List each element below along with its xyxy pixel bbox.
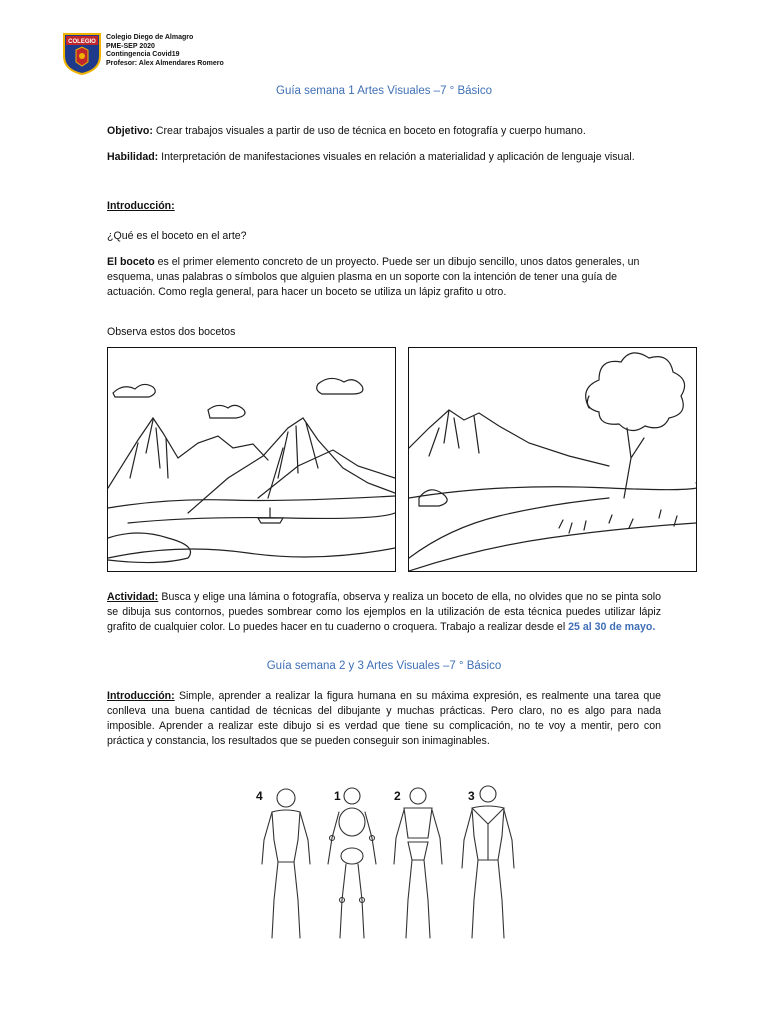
school-name: Colegio Diego de Almagro (106, 34, 194, 41)
figure-number-4: 4 (256, 789, 263, 803)
mountain-lake-sketch (107, 347, 396, 572)
crest-text: COLEGIO (68, 39, 96, 45)
figure-number-1: 1 (334, 789, 341, 803)
objective-label: Objetivo: (107, 125, 153, 137)
observe-caption: Observa estos dos bocetos (107, 326, 236, 338)
sketch-question: ¿Qué es el boceto en el arte? (107, 230, 247, 242)
definition-label: El boceto (107, 256, 155, 268)
activity-dates: 25 al 30 de mayo. (568, 621, 656, 633)
activity-label: Actividad: (107, 591, 159, 603)
skill-paragraph (107, 150, 661, 165)
definition-text: es el primer elemento concreto de un proyecto. Puede ser un dibujo sencillo, unos datos generales, un esquema, unas palabras o símbolos que alguien plasma en un soporte con la intención de tener una guía de actuación. Como regla general, para hacer un boceto se utiliza un lápiz grafito u otro. (107, 256, 640, 298)
definition-paragraph (107, 255, 661, 300)
figure-intro-text: Simple, aprender a realizar la figura humana en su máxima expresión, es realmente una tarea que conlleva una buena cantidad de técnicas del dibujante y muchas prácticas. Pero claro, no es algo para nada imposible. Aprender a realizar este dibujo si es verdad que tiene su complicación, no te voy a mentir, pero con práctica y constancia, los resultados que se pueden conseguir son inimaginables. (107, 690, 661, 747)
figure-intro-paragraph (107, 689, 661, 749)
activity-text: Busca y elige una lámina o fotografía, observa y realiza un boceto de ella, no olvides que no se pinta solo se dibuja sus contornos, puedes sombrear como los ejemplos en la utilización de esta técnica puedes utilizar lápiz grafito de cualquier color. Lo puedes hacer en tu cuaderno o croquera. Trabajo a realizar desde el (107, 591, 661, 633)
river-tree-sketch (408, 347, 697, 572)
guide2-title: Guía semana 2 y 3 Artes Visuales –7 ° Básico (266, 660, 502, 672)
figure-drawings (248, 780, 520, 950)
river-tree-drawing (409, 348, 696, 571)
school-header (62, 32, 224, 76)
context-line: Contingencia Covid19 (106, 51, 180, 59)
teacher-line: Profesor: Alex Almendares Romero (106, 59, 224, 67)
figure-number-3: 3 (468, 789, 475, 803)
activity-paragraph (107, 590, 661, 635)
objective-paragraph (107, 124, 661, 139)
intro-heading: Introducción: (107, 200, 175, 212)
skill-label: Habilidad: (107, 151, 159, 163)
mountain-lake-drawing (108, 348, 395, 571)
program-line: PME-SEP 2020 (106, 42, 155, 50)
school-crest-icon (62, 32, 102, 76)
objective-text: Crear trabajos visuales a partir de uso de técnica en boceto en fotografía y cuerpo humano. (155, 125, 586, 137)
figure-intro-label: Introducción: (107, 690, 175, 702)
skill-text: Interpretación de manifestaciones visuales en relación a materialidad y aplicación de lenguaje visual. (161, 151, 635, 163)
guide1-title: Guía semana 1 Artes Visuales –7 ° Básico (276, 85, 492, 97)
figure-number-2: 2 (394, 789, 401, 803)
human-figure-sketches (248, 780, 520, 950)
